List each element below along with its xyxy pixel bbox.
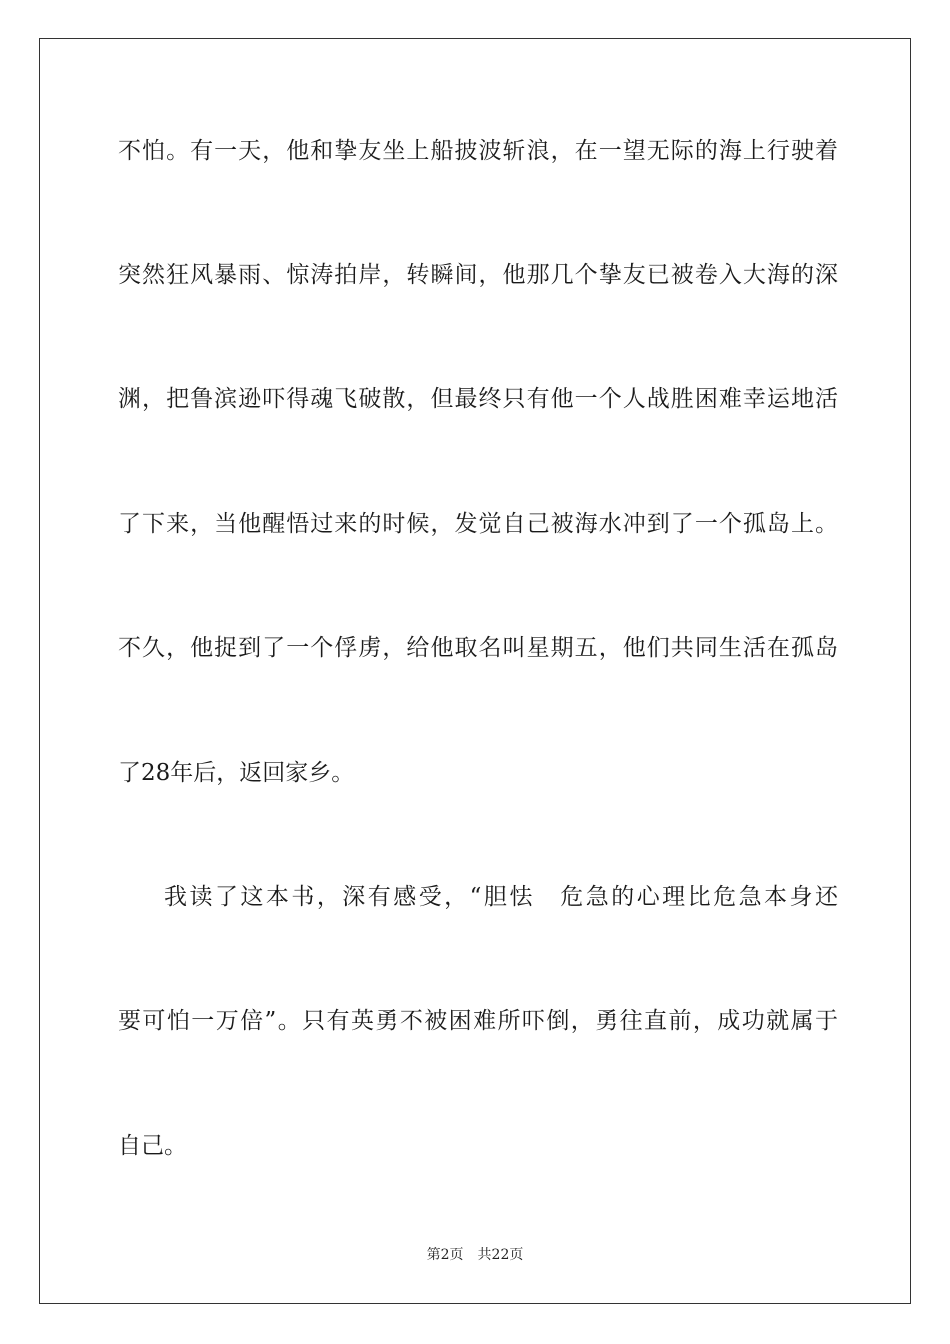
page-number-footer: 第2页 共22页 bbox=[426, 1247, 524, 1263]
text-line-9: 自己。 bbox=[118, 1133, 187, 1159]
text-line-8: 要可怕一万倍”。只有英勇不被困难所吓倒，勇往直前，成功就属于 bbox=[118, 1008, 838, 1034]
text-line-5: 不久，他捉到了一个俘虏，给他取名叫星期五，他们共同生活在孤岛 bbox=[118, 635, 838, 661]
text-line-3: 渊，把鲁滨逊吓得魂飞破散，但最终只有他一个人战胜困难幸运地活 bbox=[118, 386, 838, 412]
text-line-1: 不怕。有一天，他和挚友坐上船披波斩浪，在一望无际的海上行驶着 bbox=[118, 138, 838, 164]
text-line-6: 了28年后，返回家乡。 bbox=[118, 760, 355, 786]
text-line-4: 了下来，当他醒悟过来的时候，发觉自己被海水冲到了一个孤岛上。 bbox=[118, 511, 838, 537]
page-frame bbox=[39, 38, 911, 1304]
text-line-7: 我读了这本书，深有感受，“胆怯 危急的心理比危急本身还 bbox=[164, 884, 838, 910]
text-line-2: 突然狂风暴雨、惊涛拍岸，转瞬间，他那几个挚友已被卷入大海的深 bbox=[118, 262, 838, 288]
